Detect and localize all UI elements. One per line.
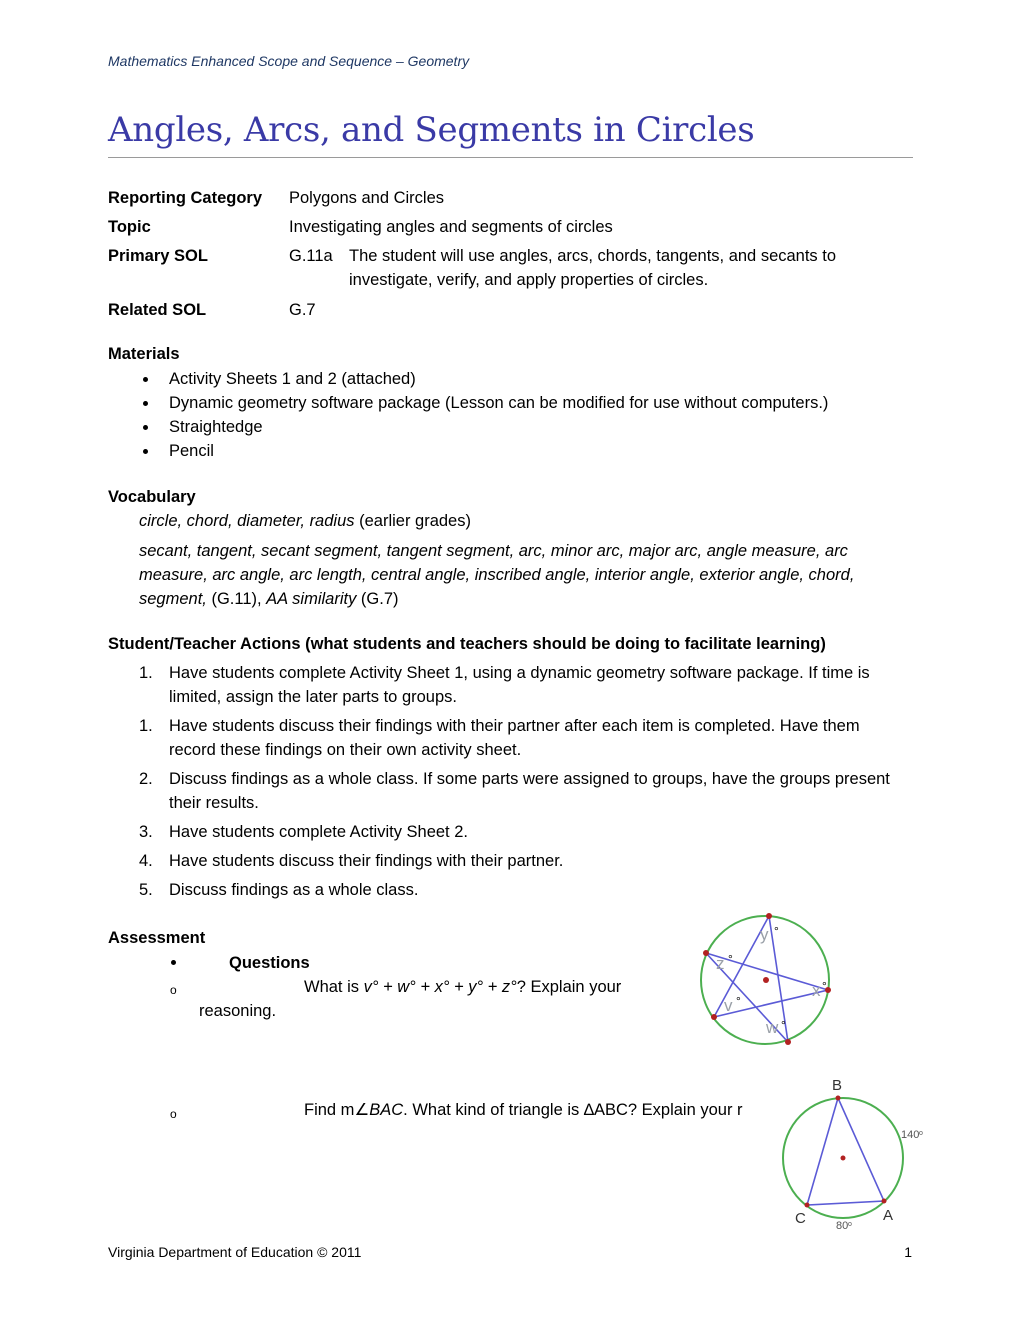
action-step-text: Discuss findings as a whole class. [169,881,419,899]
question-1-prefix: What is [304,978,364,996]
title-divider [108,157,913,158]
footer-copyright: Virginia Department of Education © 2011 [108,1244,362,1260]
label-b: B [832,1077,843,1094]
circle-center [763,977,769,983]
questions-label: Questions [229,954,310,972]
materials-item: Dynamic geometry software package (Lesson can be modified for use without computers.) [108,391,918,415]
triangle-symbol: ∆ [583,1101,594,1119]
label-c: C [795,1210,806,1227]
label-z-degree: ° [728,952,733,966]
label-w-degree: ° [781,1018,786,1032]
action-step-text: Have students discuss their findings with their partner after each item is completed. Have them record these findings on their own activity sheet. [169,717,860,759]
action-step [108,878,908,902]
question-2-suffix: . What kind of triangle is [403,1101,584,1119]
action-step-text: Have students complete Activity Sheet 2. [169,823,468,841]
label-x: x [812,981,821,1000]
star-vertex [703,950,709,956]
materials-item: Pencil [108,439,918,463]
triangle-circle-figure [770,1072,930,1234]
action-step-number: 5. [139,881,153,899]
question-1-continuation: reasoning. [199,1002,277,1020]
action-step [108,714,908,762]
arc-label-80: 80 [836,1220,849,1232]
action-step [108,767,908,815]
star-vertex [766,913,772,919]
star-vertex [711,1014,717,1020]
label-x-degree: ° [822,979,827,993]
action-step-number: 4. [139,852,153,870]
related-sol-label: Related SOL [108,301,207,319]
vocabulary-term-aa: AA similarity [266,590,357,608]
materials-item: Activity Sheets 1 and 2 (attached) [108,367,918,391]
document-header: Mathematics Enhanced Scope and Sequence – Geometry [108,53,470,69]
label-w: w [766,1018,779,1037]
primary-sol-text: The student will use angles, arcs, chords, tangents, and secants to investigate, verify, and apply properties of circles. [349,247,837,289]
star-circle-figure [690,905,840,1055]
actions-heading: Student/Teacher Actions (what students and teachers should be doing to facilitate learning) [108,635,826,653]
primary-sol-label: Primary SOL [108,247,208,265]
question-2-prefix: Find m [304,1101,355,1119]
label-v: v [724,996,733,1015]
triangle-abc [807,1098,884,1205]
vocabulary-line-1 [139,509,914,533]
reporting-category-value: Polygons and Circles [289,189,444,207]
action-step-number: 3. [139,823,153,841]
vocabulary-line-2 [139,539,914,611]
topic-label: Topic [108,218,151,236]
action-step-number: 1. [139,717,153,735]
question-1-expression: v° + w° + x° + y° + z° [363,978,517,996]
angle-symbol: ∠ [354,1101,370,1119]
label-y: y [760,925,769,944]
assessment-heading: Assessment [108,929,206,947]
vocabulary-terms-g11: secant, tangent, secant segment, tangent segment, arc, minor arc, major arc, angle measure, arc measure, arc angle, arc length, central angle, inscribed angle, interior angle, exterior angle, chord, segment, [139,542,855,608]
actions-list [108,661,908,907]
question-1 [304,975,621,999]
label-a: A [883,1207,894,1224]
action-step [108,820,908,844]
vocabulary-note-earlier: (earlier grades) [354,512,471,530]
materials-heading: Materials [108,345,180,363]
page-title: Angles, Arcs, and Segments in Circles [108,110,755,150]
question-1-marker: o [170,983,177,997]
label-z: z [716,954,725,973]
question-2-marker: o [170,1107,177,1121]
primary-sol-code: G.11a [289,247,333,265]
vocabulary-heading: Vocabulary [108,488,196,506]
questions-bullet [171,960,176,965]
vertex-c [805,1203,810,1208]
arc-label-140: 140 [901,1129,920,1141]
action-step-text: Have students complete Activity Sheet 1, using a dynamic geometry software package. If time is limited, assign the later parts to groups. [169,664,870,706]
vertex-a [882,1199,887,1204]
arc-label-80-degree: o [848,1221,852,1228]
vocabulary-note-g11: (G.11), [206,590,267,608]
topic-value: Investigating angles and segments of circles [289,218,613,236]
action-step-text: Discuss findings as a whole class. If some parts were assigned to groups, have the groups present their results. [169,770,890,812]
vertex-b [836,1096,841,1101]
reporting-category-label: Reporting Category [108,189,263,207]
star-vertex [785,1039,791,1045]
question-1-suffix: ? Explain your [516,978,622,996]
page-number: 1 [904,1244,912,1260]
action-step-number: 1. [139,664,153,682]
related-sol-value: G.7 [289,301,316,319]
action-step-text: Have students discuss their findings with their partner. [169,852,564,870]
action-step-number: 2. [139,770,153,788]
action-step [108,661,908,709]
label-v-degree: ° [736,994,741,1008]
action-step [108,849,908,873]
vocabulary-note-g7: (G.7) [356,590,399,608]
vocabulary-terms-earlier: circle, chord, diameter, radius [139,512,355,530]
arc-label-140-degree: o [919,1130,923,1137]
materials-list [108,367,918,463]
question-2-triangle: ABC? Explain your r [593,1101,743,1119]
label-y-degree: ° [774,924,779,938]
circle-center [841,1156,846,1161]
question-2 [304,1098,778,1122]
question-2-angle: BAC [369,1101,404,1119]
materials-item: Straightedge [108,415,918,439]
